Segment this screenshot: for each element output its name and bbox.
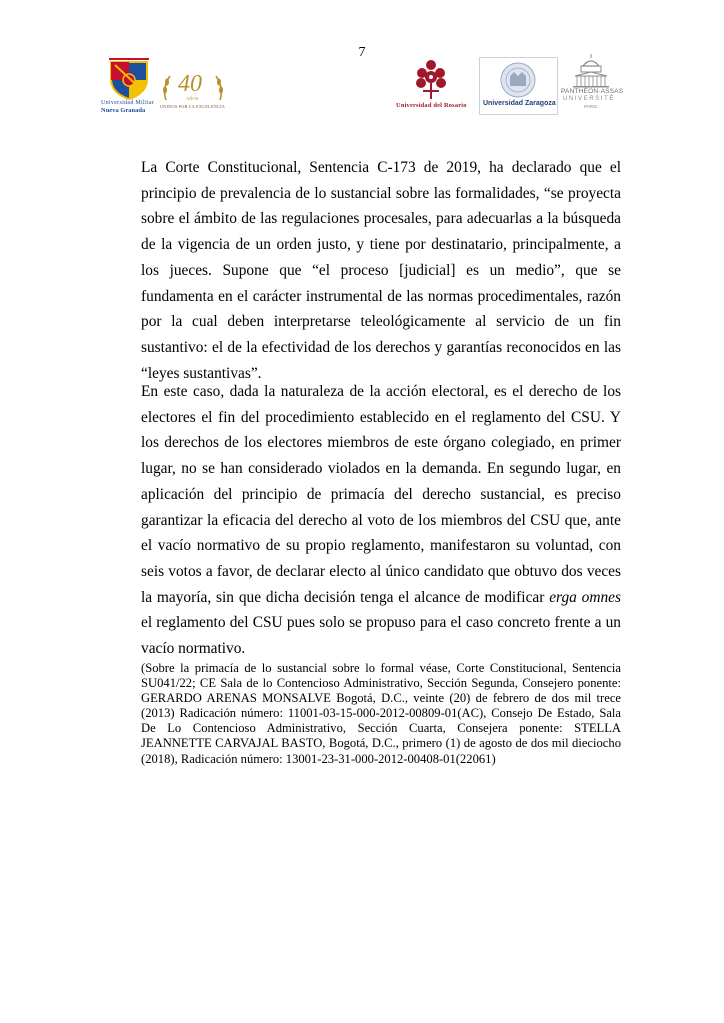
assas-logo-line2: UNIVERSITÉ — [563, 96, 616, 102]
umng-shield-icon — [101, 55, 157, 101]
zaragoza-logo — [479, 57, 558, 115]
umng-logo-line2: Nueva Granada — [101, 107, 146, 114]
paragraph-2-text-a: En este caso, dada la naturaleza de la acción electoral, es el derecho de los electores el fin del procedimiento establecido en el reglamento del CSU. Y los derechos de los electores miembros de este órgano colegiado, en primer lugar, no se han considerado violados en la demanda. En segundo lugar, en aplicación del principio de primacía del derecho sustancial, es preciso garantizar la eficacia del derecho al voto de los miembros del CSU que, ante el vacío normativo de su propio reglamento, manifestaron su voluntad, con seis votos a favor, de declarar electo al único candidato que obtuvo dos veces la mayoría, sin que dicha decisión tenga el alcance de modificar — [141, 383, 621, 606]
pantheon-icon — [561, 52, 621, 88]
assas-logo — [561, 52, 624, 114]
forty-years-line2: UNIDOS POR LA EXCELENCIA — [160, 104, 226, 109]
zaragoza-logo-label: Universidad Zaragoza — [483, 100, 556, 107]
page-number: 7 — [358, 45, 366, 60]
assas-logo-line1: PANTHÉON·ASSAS — [561, 88, 624, 95]
forty-years-logo — [160, 72, 226, 114]
forty-years-line1: AÑOS — [186, 96, 199, 101]
paragraph-2 — [141, 379, 621, 662]
umng-logo-line1: Universidad Militar — [101, 100, 155, 106]
paragraph-1: La Corte Constitucional, Sentencia C-173 de 2019, ha declarado que el principio de prevalencia de lo sustancial sobre las formalidades, “se proyecta sobre el ámbito de las regulaciones procesales, para adecuarlas a la búsqueda de la vigencia de un orden justo, y tiene por destinatario, principalmente, a los jueces. Supone que “el proceso [judicial] es un medio”, que se fundamenta en el carácter instrumental de las normas procedimentales, razón por la cual deben interpretarse teleológicamente al servicio de un fin sustantivo: el de la efectividad de los derechos y garantías reconocidos en las “leyes sustantivas”. — [141, 159, 621, 382]
zaragoza-seal-icon — [480, 58, 557, 100]
forty-years-number: 40 — [178, 71, 202, 97]
rosario-logo — [396, 55, 466, 113]
footnote: (Sobre la primacía de lo sustancial sobre lo formal véase, Corte Constitucional, Sentencia SU041/22; CE Sala de lo Contencioso Administrativo, Sección Segunda, Consejero ponente: GERARDO ARENAS MONSALVE Bogotá, D.C., veinte (20) de febrero de dos mil trece (2013) Radicación número: 11001-03-15-000-2012-00809-01(AC), Consejo De Estado, Sala De Lo Contencioso Administrativo, Sección Cuarta, Consejera ponente: STELLA JEANNETTE CARVAJAL BASTO, Bogotá, D.C., primero (1) de agosto de dos mil dieciocho (2018), Radicación número: 13001-23-31-000-2012-00408-01(22061) — [141, 661, 621, 766]
paragraph-2-text-b: el reglamento del CSU pues solo se propuso para el caso concreto frente a un vacío normativo. — [141, 614, 621, 658]
rosario-emblem-icon — [396, 55, 466, 101]
assas-logo-line3: PARIS — [584, 104, 598, 109]
paragraph-2-italic: erga omnes — [549, 588, 621, 606]
rosario-logo-label: Universidad del Rosario — [396, 102, 467, 109]
umng-logo — [101, 55, 157, 117]
